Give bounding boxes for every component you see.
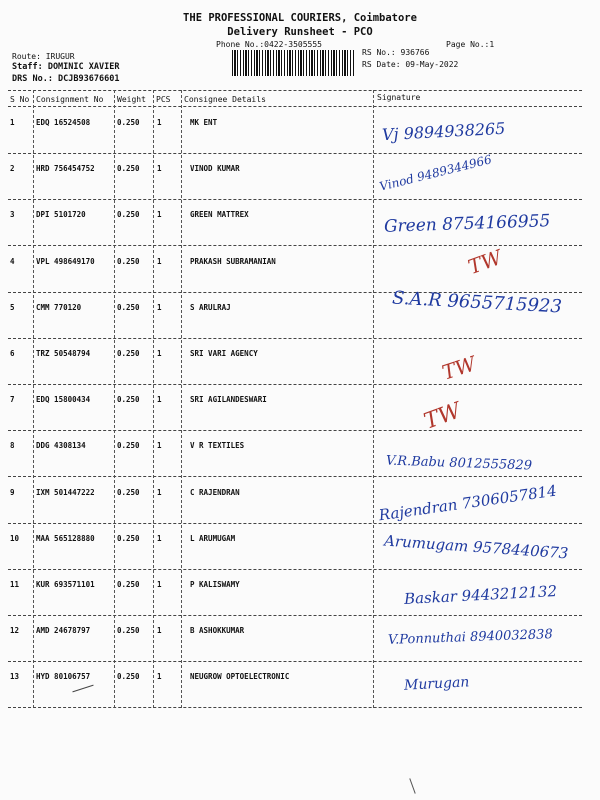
staff-label: Staff: DOMINIC XAVIER <box>12 62 120 72</box>
cell-consignee: MK ENT <box>190 118 218 127</box>
pen-mark <box>72 685 93 693</box>
rs-date: RS Date: 09-May-2022 <box>362 60 459 69</box>
cell-consignee: C RAJENDRAN <box>190 488 240 497</box>
signature-9: Rajendran 7306057814 <box>377 481 558 525</box>
cell-consignment: HRD 756454752 <box>36 164 95 173</box>
row-divider <box>8 153 582 154</box>
cell-sno: 10 <box>10 534 20 543</box>
signature-1: Vj 9894938265 <box>381 118 506 145</box>
cell-consignment: TRZ 50548794 <box>36 349 91 358</box>
cell-consignee: VINOD KUMAR <box>190 164 240 173</box>
cell-pcs: 1 <box>157 257 162 266</box>
cell-consignment: DPI 5101720 <box>36 210 86 219</box>
cell-consignee: SRI VARI AGENCY <box>190 349 258 358</box>
cell-sno: 13 <box>10 672 20 681</box>
cell-weight: 0.250 <box>117 210 140 219</box>
signature-4: TW <box>464 244 505 280</box>
column-header-signature: Signature <box>377 93 421 102</box>
cell-consignment: HYD 80106757 <box>36 672 91 681</box>
cell-pcs: 1 <box>157 303 162 312</box>
cell-weight: 0.250 <box>117 164 140 173</box>
cell-consignee: PRAKASH SUBRAMANIAN <box>190 257 276 266</box>
cell-consignment: MAA 565128880 <box>36 534 95 543</box>
cell-consignment: DDG 4308134 <box>36 441 86 450</box>
cell-pcs: 1 <box>157 672 162 681</box>
cell-consignee: L ARUMUGAM <box>190 534 236 543</box>
cell-weight: 0.250 <box>117 672 140 681</box>
row-divider <box>8 523 582 524</box>
cell-consignee: S ARULRAJ <box>190 303 231 312</box>
row-divider <box>8 615 582 616</box>
cell-weight: 0.250 <box>117 303 140 312</box>
pen-mark <box>409 778 415 793</box>
cell-sno: 11 <box>10 580 20 589</box>
cell-weight: 0.250 <box>117 626 140 635</box>
phone-number: Phone No.:0422-3505555 <box>216 40 322 49</box>
cell-sno: 6 <box>10 349 15 358</box>
cell-consignment: CMM 770120 <box>36 303 82 312</box>
cell-consignment: AMD 24678797 <box>36 626 91 635</box>
column-header-consignee: Consignee Details <box>184 95 266 104</box>
signature-5: S.A.R 9655715923 <box>391 287 563 318</box>
cell-pcs: 1 <box>157 626 162 635</box>
barcode-image <box>232 50 354 76</box>
cell-pcs: 1 <box>157 441 162 450</box>
cell-pcs: 1 <box>157 580 162 589</box>
signature-2: Vinod 9489344966 <box>378 152 494 194</box>
signature-12: V.Ponnuthai 8940032838 <box>387 627 553 648</box>
cell-weight: 0.250 <box>117 534 140 543</box>
signature-6: TW <box>439 351 479 385</box>
cell-weight: 0.250 <box>117 441 140 450</box>
rs-number: RS No.: 936766 <box>362 48 430 57</box>
column-header-consignment: Consignment No <box>36 95 104 104</box>
column-header-pcs: PCS <box>156 95 171 104</box>
cell-consignee: B ASHOKKUMAR <box>190 626 245 635</box>
row-divider <box>8 569 582 570</box>
signature-13: Murugan <box>403 674 470 694</box>
cell-weight: 0.250 <box>117 395 140 404</box>
column-header-sno: S No <box>10 95 30 104</box>
row-divider <box>8 476 582 477</box>
cell-consignment: EDQ 15800434 <box>36 395 91 404</box>
row-divider <box>8 338 582 339</box>
runsheet-title: Delivery Runsheet - PCO <box>227 26 373 38</box>
cell-sno: 8 <box>10 441 15 450</box>
cell-pcs: 1 <box>157 349 162 358</box>
cell-consignee: V R TEXTILES <box>190 441 245 450</box>
cell-weight: 0.250 <box>117 257 140 266</box>
cell-sno: 2 <box>10 164 15 173</box>
signature-10: Arumugam 9578440673 <box>383 531 569 563</box>
cell-weight: 0.250 <box>117 118 140 127</box>
table-top-rule <box>8 90 582 91</box>
signature-8: V.R.Babu 8012555829 <box>385 453 533 474</box>
cell-sno: 4 <box>10 257 15 266</box>
cell-weight: 0.250 <box>117 488 140 497</box>
cell-weight: 0.250 <box>117 580 140 589</box>
cell-pcs: 1 <box>157 164 162 173</box>
cell-sno: 5 <box>10 303 15 312</box>
cell-sno: 7 <box>10 395 15 404</box>
cell-pcs: 1 <box>157 118 162 127</box>
cell-weight: 0.250 <box>117 349 140 358</box>
cell-sno: 12 <box>10 626 20 635</box>
drs-number: DRS No.: DCJB93676601 <box>12 74 120 84</box>
cell-pcs: 1 <box>157 534 162 543</box>
cell-consignee: NEUGROW OPTOELECTRONIC <box>190 672 290 681</box>
cell-consignment: IXM 501447222 <box>36 488 95 497</box>
company-title: THE PROFESSIONAL COURIERS, Coimbatore <box>183 12 417 24</box>
table-header-rule <box>8 106 582 107</box>
row-divider <box>8 707 582 708</box>
cell-sno: 1 <box>10 118 15 127</box>
cell-consignee: GREEN MATTREX <box>190 210 249 219</box>
row-divider <box>8 430 582 431</box>
row-divider <box>8 661 582 662</box>
page-number: Page No.:1 <box>446 40 495 49</box>
signature-11: Baskar 9443212132 <box>403 582 558 608</box>
route-label: Route: IRUGUR <box>12 52 75 61</box>
cell-pcs: 1 <box>157 488 162 497</box>
cell-consignee: P KALISWAMY <box>190 580 240 589</box>
cell-consignment: VPL 498649170 <box>36 257 95 266</box>
row-divider <box>8 384 582 385</box>
cell-consignment: EDQ 16524508 <box>36 118 91 127</box>
row-divider <box>8 199 582 200</box>
cell-pcs: 1 <box>157 210 162 219</box>
cell-sno: 3 <box>10 210 15 219</box>
cell-consignment: KUR 693571101 <box>36 580 95 589</box>
signature-7: TW <box>420 398 465 435</box>
cell-pcs: 1 <box>157 395 162 404</box>
column-header-weight: Weight <box>117 95 146 104</box>
cell-consignee: SRI AGILANDESWARI <box>190 395 267 404</box>
signature-3: Green 8754166955 <box>383 211 551 237</box>
cell-sno: 9 <box>10 488 15 497</box>
